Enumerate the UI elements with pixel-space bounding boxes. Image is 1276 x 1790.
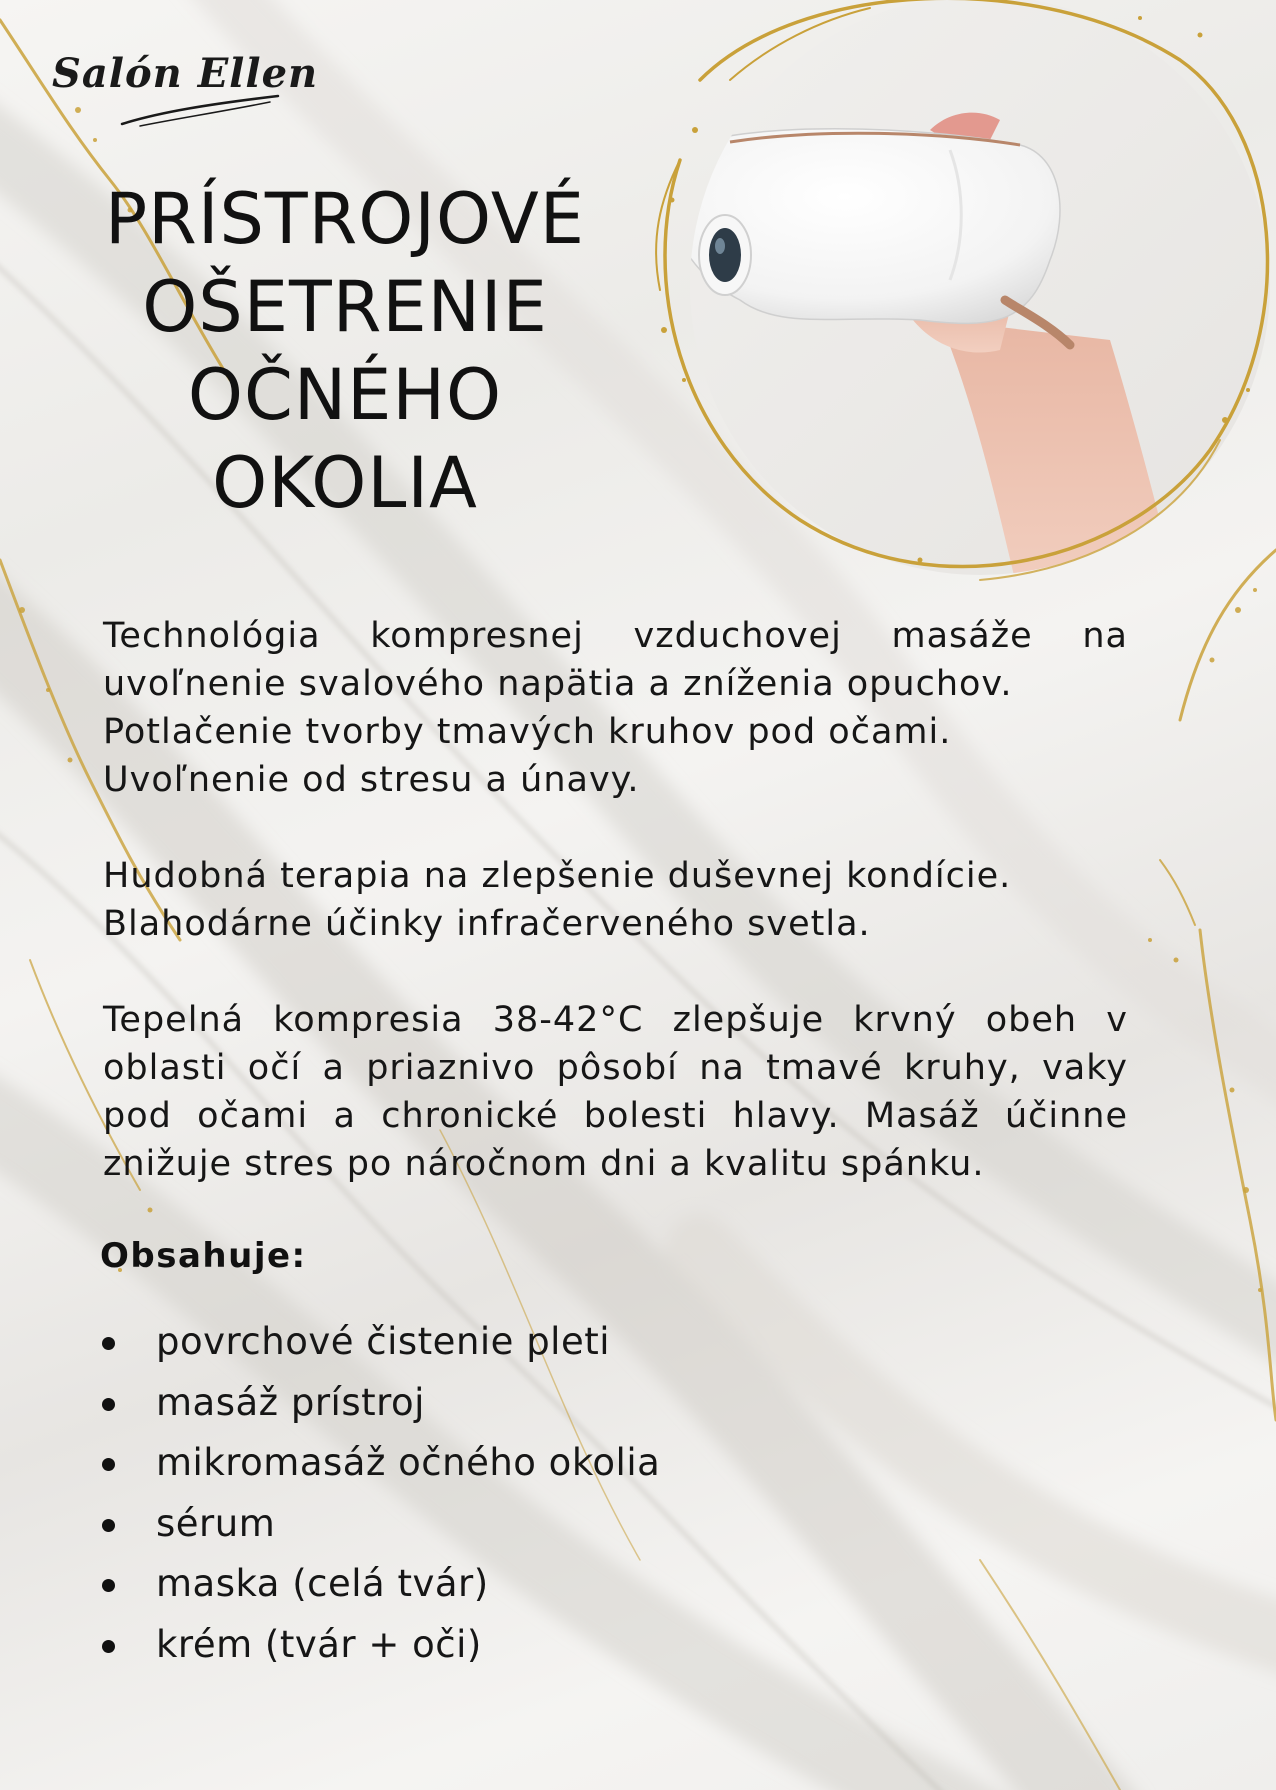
paragraph-line: Potlačenie tvorby tmavých kruhov pod očami. [103,712,952,752]
list-item [100,1435,660,1496]
list-item-label: maska (celá tvár) [156,1562,489,1605]
list-item [100,1617,660,1678]
list-item-label: sérum [156,1501,276,1545]
title-line-4: OKOLIA [212,442,478,524]
paragraph-heat-compression [103,996,1128,1188]
title-line-1: PRÍSTROJOVÉ [104,178,586,260]
list-item [100,1556,660,1617]
contents-heading: Obsahuje: [100,1236,307,1276]
list-item [100,1496,660,1557]
paragraph-line: Blahodárne účinky infračerveného svetla. [103,904,871,944]
paragraph-line: Tepelná kompresia 38-42°C zlepšuje krvný obeh v oblasti očí a priaznivo pôsobí na tmavé kruhy, vaky pod očami a chronické bolesti hlavy. Masáž účinne znižuje stres po náročnom dni a kvalitu spánku. [103,1000,1128,1184]
paragraph-line: Uvoľnenie od stresu a únavy. [103,760,640,800]
salon-logo [52,50,318,97]
bullet-icon [102,1579,115,1592]
bullet-icon [102,1398,115,1411]
list-item-label: krém (tvár + oči) [156,1622,482,1666]
paragraph-benefits [103,612,1128,804]
list-item [100,1314,660,1375]
device-photo [620,0,1276,590]
paragraph-line: Hudobná terapia na zlepšenie duševnej kondície. [103,856,1012,896]
paragraph-line: Technológia kompresnej vzduchovej masáže na uvoľnenie svalového napätia a zníženia opuchov. [103,616,1128,704]
contents-list [100,1314,660,1677]
logo-text: Salón Ellen [52,50,319,97]
list-item-label: masáž prístroj [156,1380,425,1424]
title-line-2: OŠETRENIE [142,266,548,348]
title-line-3: OČNÉHO [187,354,503,436]
list-item-label: mikromasáž očného okolia [156,1441,661,1484]
bullet-icon [102,1519,115,1532]
logo-swash-icon [120,92,280,132]
bullet-icon [102,1640,115,1653]
list-item [100,1375,660,1436]
page-title [90,175,600,527]
bullet-icon [102,1458,115,1471]
bullet-icon [102,1337,115,1350]
description-body [103,612,1128,1236]
paragraph-therapy [103,852,1128,948]
list-item-label: povrchové čistenie pleti [156,1320,611,1363]
